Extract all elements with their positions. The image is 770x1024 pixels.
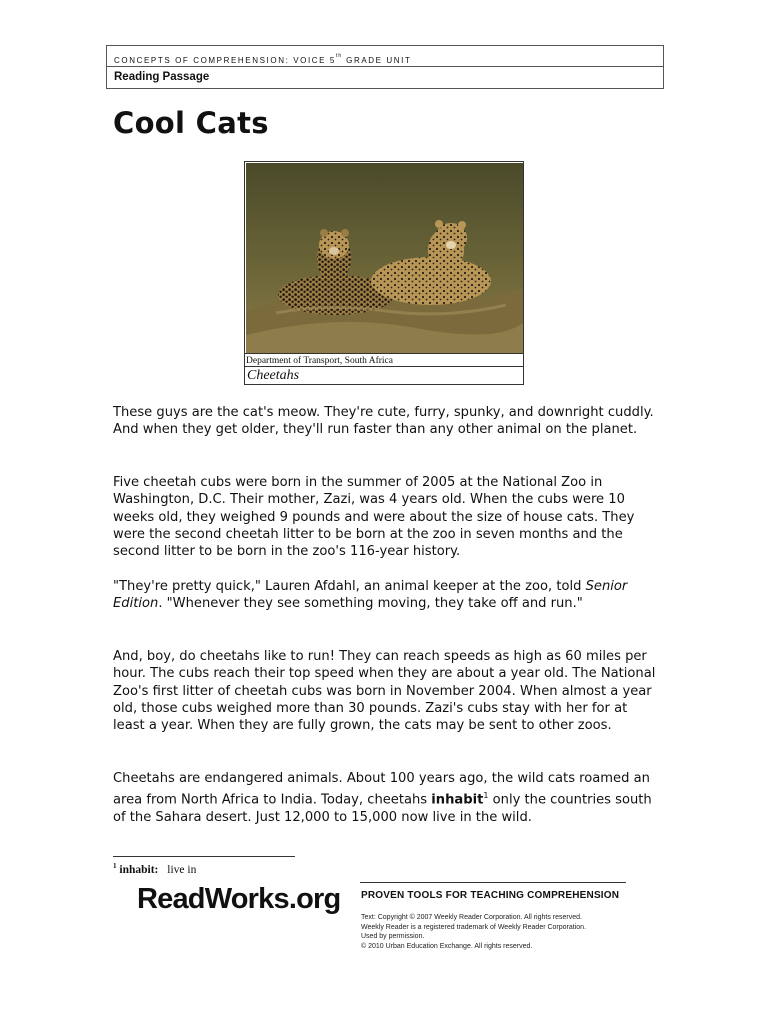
footnote-term: inhabit: xyxy=(119,864,159,876)
paragraph-text: Five cheetah cubs were born in the summer of 2005 at the National Zoo in Washington, D.C. Their mother, Zazi, was 4 years old. When the cubs were 10 weeks old, they weighed 9 pounds and were about the size of house cats. They were the second cheetah litter to be born at the zoo in seven months and the second litter to be born in the zoo's 116-year history. xyxy=(113,475,635,560)
footnote-marker: 1 xyxy=(483,791,489,801)
vocabulary-word: inhabit xyxy=(431,792,484,808)
unit-title-line xyxy=(107,46,663,67)
copyright-notice xyxy=(361,913,586,951)
copyright-line: Used by permission. xyxy=(361,933,425,941)
photo-credit: Department of Transport, South Africa xyxy=(245,353,523,367)
paragraph-text xyxy=(113,578,661,613)
footer-tagline: PROVEN TOOLS FOR TEACHING COMPREHENSION xyxy=(361,890,620,901)
quote-text: "They're pretty quick," Lauren Afdahl, an animal keeper at the zoo, told xyxy=(113,579,586,594)
paragraph-1 xyxy=(113,404,661,439)
footnote-definition: live in xyxy=(167,864,197,876)
unit-header xyxy=(106,45,664,89)
paragraph-text-start: Cheetahs are endangered animals. About 100 years ago, the wild cats roamed an area from North Africa to India. Today, cheetahs xyxy=(113,771,650,808)
passage-title: Cool Cats xyxy=(113,106,269,140)
paragraph-text xyxy=(113,770,661,826)
footnote-divider xyxy=(113,856,295,857)
quote-text-end: . "Whenever they see something moving, they take off and run." xyxy=(158,596,583,612)
paragraph-2 xyxy=(113,474,661,560)
unit-title-suffix: GRADE UNIT xyxy=(346,56,412,65)
cheetah-photo xyxy=(246,163,523,354)
paragraph-text: And, boy, do cheetahs like to run! They can reach speeds as high as 60 miles per hour. The cubs reach their top speed when they are about a year old. The National Zoo's first litter of cheetah cubs was born in November 2004. When almost a year old, those cubs weighed more than 30 pounds. Zazi's cubs stay with her for at least a year. When they are fully grown, the cats may be sent to other zoos. xyxy=(113,649,656,734)
footnote xyxy=(113,862,196,876)
readworks-logo: ReadWorks.org xyxy=(137,883,341,915)
copyright-line: Weekly Reader is a registered trademark of Weekly Reader Corporation. xyxy=(361,923,587,931)
paragraph-3 xyxy=(113,578,661,613)
paragraph-text: These guys are the cat's meow. They're cute, furry, spunky, and downright cuddly. And when they get older, they'll run faster than any other animal on the planet. xyxy=(113,405,654,438)
photo-figure xyxy=(244,161,524,385)
paragraph-5 xyxy=(113,770,661,826)
paragraph-4 xyxy=(113,648,661,734)
copyright-line: Text: Copyright © 2007 Weekly Reader Corporation. All rights reserved. xyxy=(361,914,582,921)
photo-caption: Cheetahs xyxy=(247,368,300,383)
grade-ordinal: th xyxy=(335,53,343,59)
paragraph-text-end: only the countries south of the Sahara desert. Just 12,000 to 15,000 now live in the wild. xyxy=(113,792,652,825)
publication-name: Senior Edition xyxy=(113,579,628,612)
copyright-line: © 2010 Urban Education Exchange. All rights reserved. xyxy=(361,942,533,950)
tagline-divider xyxy=(360,882,626,883)
section-label: Reading Passage xyxy=(114,71,210,83)
footnote-number: 1 xyxy=(113,862,117,870)
unit-title: CONCEPTS OF COMPREHENSION: VOICE 5 xyxy=(114,56,336,65)
